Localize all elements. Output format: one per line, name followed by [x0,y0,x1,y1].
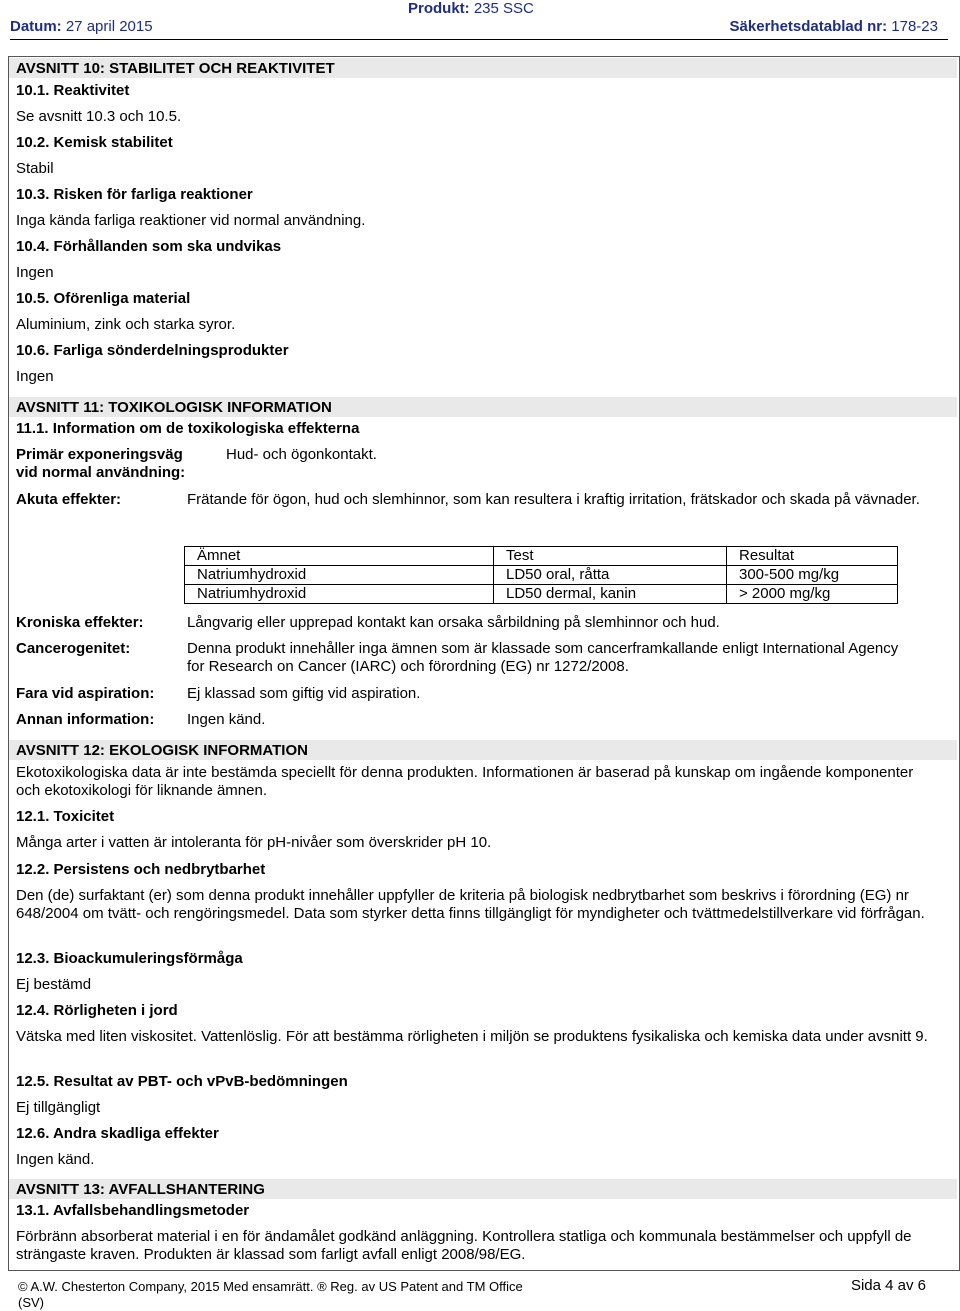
s12-text-1: Många arter i vatten är intoleranta för pH-nivåer som överskrider pH 10. [16,834,492,851]
route-label-line2: vid normal användning: [16,464,186,481]
s10-heading-3: 10.3. Risken för farliga reaktioner [16,186,253,203]
table-header-cell: Ämnet [185,547,494,566]
s10-heading-2: 10.2. Kemisk stabilitet [16,134,173,151]
table-header-cell: Test [494,547,727,566]
s12-heading-3: 12.3. Bioackumuleringsförmåga [16,950,243,967]
product-value: 235 SSC [473,0,534,17]
s10-text-5: Aluminium, zink och starka syror. [16,316,236,333]
table-cell: Natriumhydroxid [185,566,494,585]
acute-value: Frätande för ögon, hud och slemhinnor, som kan resultera i kraftig irritation, frätskador och skada på vävnader. [187,491,920,508]
s10-heading-5: 10.5. Oförenliga material [16,290,191,307]
aspiration-value: Ej klassad som giftig vid aspiration. [187,685,421,702]
carc-value: Denna produkt innehåller inga ämnen som är klassade som cancerframkallande enligt International Agency for Research on Cancer (IARC) och förordning (EG) nr 1272/2008. [187,640,899,675]
sds-number-field [730,18,938,35]
carc-label: Cancerogenitet: [16,640,131,657]
other-value: Ingen känd. [187,711,266,728]
section-12-title: AVSNITT 12: EKOLOGISK INFORMATION [16,742,308,759]
product-field [408,0,534,17]
s12-text-3: Ej bestämd [16,976,92,993]
s10-text-2: Stabil [16,160,54,177]
table-cell: Natriumhydroxid [185,585,494,604]
s10-heading-6: 10.6. Farliga sönderdelningsprodukter [16,342,289,359]
table-cell: 300-500 mg/kg [727,566,898,585]
footer-copyright [18,1279,523,1311]
s10-text-1: Se avsnitt 10.3 och 10.5. [16,108,182,125]
toxicity-table [184,546,898,604]
aspiration-label: Fara vid aspiration: [16,685,155,702]
language-code: (SV) [18,1295,44,1310]
s12-heading-5: 12.5. Resultat av PBT- och vPvB-bedömningen [16,1073,348,1090]
table-header-cell: Resultat [727,547,898,566]
s12-text-5: Ej tillgängligt [16,1099,101,1116]
s10-heading-4: 10.4. Förhållanden som ska undvikas [16,238,282,255]
product-label: Produkt: [408,0,470,17]
s10-text-6: Ingen [16,368,54,385]
table-cell: LD50 dermal, kanin [494,585,727,604]
copyright-text: © A.W. Chesterton Company, 2015 Med ensamrätt. ® Reg. av US Patent and TM Office [18,1279,523,1294]
s12-heading-1: 12.1. Toxicitet [16,808,115,825]
table-cell: LD50 oral, råtta [494,566,727,585]
page-header [0,0,960,38]
s10-text-4: Ingen [16,264,54,281]
table-row [185,566,898,585]
s12-text-2: Den (de) surfaktant (er) som denna produkt innehåller uppfyller de kriteria på biologisk nedbrytbarhet som beskrivs i förordning (EG) nr 648/2004 om tvätt- och rengöringsmedel. Data som styrker detta finns tillgängligt för myndigheter och tvättmedelstillverkare vid förfrågan. [16,887,925,922]
s10-text-3: Inga kända farliga reaktioner vid normal användning. [16,212,366,229]
s11-heading-1: 11.1. Information om de toxikologiska effekterna [16,420,360,437]
sds-value: 178-23 [891,18,938,35]
s12-text-6: Ingen känd. [16,1151,95,1168]
date-label: Datum: [10,18,62,35]
date-value: 27 april 2015 [65,18,153,35]
s12-intro: Ekotoxikologiska data är inte bestämda speciellt för denna produkten. Informationen är baserad på kunskap om ingående komponenter och ekotoxikologi för liknande ämnen. [16,764,914,799]
section-10-title: AVSNITT 10: STABILITET OCH REAKTIVITET [16,60,335,77]
other-label: Annan information: [16,711,155,728]
table-header-row [185,547,898,566]
s13-text-1: Förbränn absorberat material i en för ändamålet godkänd anläggning. Kontrollera statliga och kommunala bestämmelser och uppfyll de strängaste kraven. Produkten är klassad som farligt avfall enligt 2008/98/EG. [16,1228,912,1263]
s12-text-4: Vätska med liten viskositet. Vattenlöslig. För att bestämma rörligheten i miljön se produktens fysikaliska och kemiska data under avsnitt 9. [16,1028,928,1045]
section-11-title: AVSNITT 11: TOXIKOLOGISK INFORMATION [16,399,332,416]
chronic-label: Kroniska effekter: [16,614,144,631]
sds-label: Säkerhetsdatablad nr: [729,18,888,35]
route-label-line1: Primär exponeringsväg [16,446,183,463]
section-13-title: AVSNITT 13: AVFALLSHANTERING [16,1181,265,1198]
chronic-value: Långvarig eller upprepad kontakt kan orsaka sårbildning på slemhinnor och hud. [187,614,720,631]
s10-heading-1: 10.1. Reaktivitet [16,82,130,99]
s12-heading-4: 12.4. Rörligheten i jord [16,1002,178,1019]
header-divider [10,39,948,40]
route-value: Hud- och ögonkontakt. [226,446,377,463]
s12-heading-2: 12.2. Persistens och nedbrytbarhet [16,861,266,878]
s12-heading-6: 12.6. Andra skadliga effekter [16,1125,219,1142]
table-row [185,585,898,604]
s13-heading-1: 13.1. Avfallsbehandlingsmetoder [16,1202,250,1219]
date-field [10,18,153,35]
table-cell: > 2000 mg/kg [727,585,898,604]
acute-label: Akuta effekter: [16,491,122,508]
page-number: Sida 4 av 6 [850,1277,926,1294]
